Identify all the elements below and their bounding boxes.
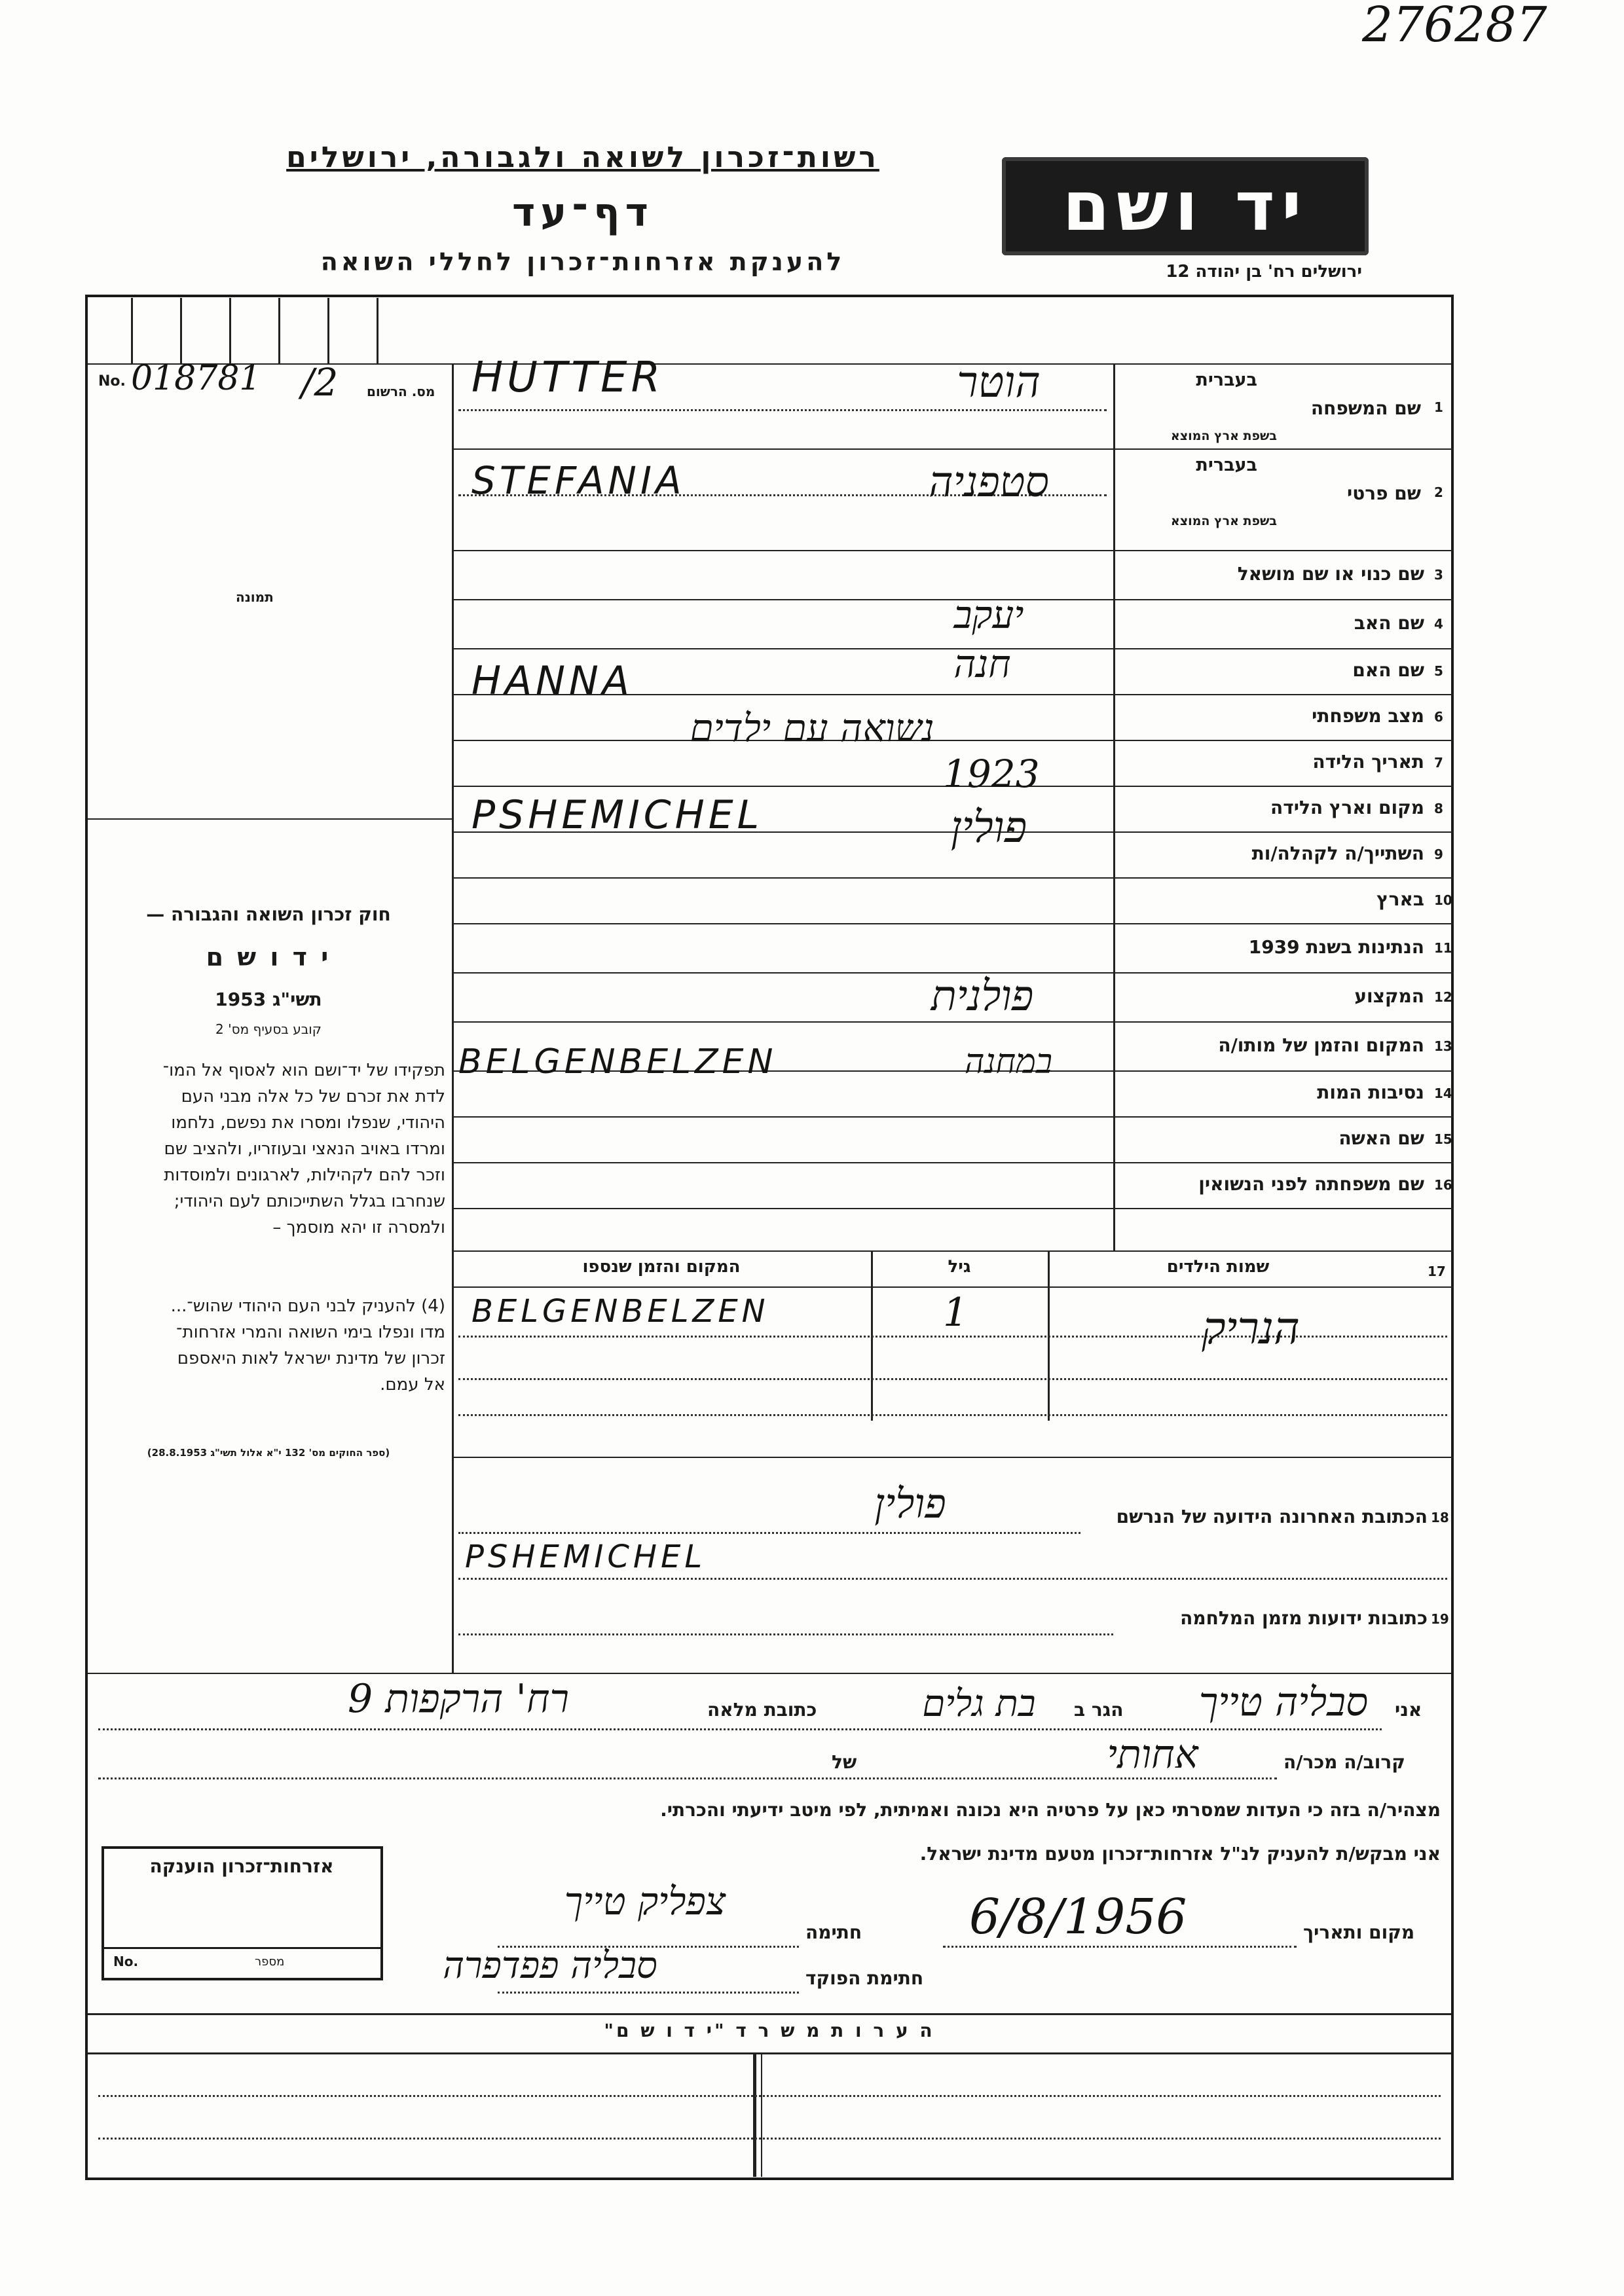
law-line: מדו ונפלו בימי השואה והמרי אזרחות־ (176, 1322, 445, 1342)
last-address-label: הכתובת האחרונה הידועה של הנרשם (1116, 1506, 1428, 1527)
citizenship-no-label: No. (113, 1954, 139, 1969)
children-col-age: גיל (948, 1257, 971, 1277)
declaration-ani: אני (1395, 1699, 1422, 1721)
field-number-19: 19 (1431, 1611, 1449, 1627)
citizenship-mispar-label: מספר (255, 1955, 285, 1969)
field-number-7: 7 (1434, 755, 1443, 771)
place-date-label: מקום ותאריך (1303, 1922, 1415, 1943)
law-clause: קובע בסעיף מס' 2 (215, 1021, 322, 1037)
field-number-17: 17 (1428, 1264, 1446, 1279)
field-2-latin-value: STEFANIA (471, 458, 686, 503)
declarant-full-address: רח' הרקפות 9 (348, 1676, 569, 1722)
law-paragraph-2 (92, 1293, 445, 1398)
law-line: אל עמם. (380, 1375, 445, 1394)
law-line: לדת את זכרם של כל אלה מבני העם (181, 1087, 445, 1106)
lives-in-label: הגר ב (1074, 1699, 1124, 1721)
citizenship-box-title: אזרחות־זכרון הוענקה (149, 1855, 334, 1877)
field-number-3: 3 (1434, 566, 1443, 583)
field-number-10: 10 (1434, 892, 1452, 908)
law-line: שנחרבו בגלל השתייכותם לעם היהודי; (174, 1192, 445, 1211)
field-11-hebrew-value: פולנית (931, 972, 1034, 1021)
law-line: (4) להעניק לבני העם היהודי שהוש־... (170, 1296, 445, 1316)
declarant-signature: צפליק טייך (564, 1879, 726, 1923)
field-11-label: הנתינות בשנת 1939 (1248, 936, 1424, 958)
field-13-latin-value: BELGENBELZEN (458, 1042, 777, 1082)
field-2-label: שם פרטי (1346, 483, 1421, 504)
field-1-sublabel: בשפת ארץ המוצא (1170, 429, 1277, 443)
field-2-hebrew-label: בעברית (1196, 455, 1257, 475)
child-name: הנריק (1202, 1303, 1300, 1355)
field-13-label: המקום והזמן של מותו/ה (1218, 1034, 1424, 1056)
field-number-6: 6 (1434, 709, 1443, 725)
children-col-names: שמות הילדים (1166, 1257, 1270, 1277)
field-number-5: 5 (1434, 663, 1443, 679)
registration-suffix: /2 (301, 360, 339, 405)
field-2-sublabel: בשפת ארץ המוצא (1170, 514, 1277, 528)
field-6-hebrew-value: נשואה עם ילדים (690, 706, 934, 750)
field-number-16: 16 (1434, 1177, 1452, 1193)
field-number-13: 13 (1434, 1038, 1452, 1054)
law-line: תפקידו של יד־ושם הוא לאסוף אל המו־ (162, 1061, 445, 1080)
relative-label: קרוב/ה מכר/ה (1283, 1751, 1405, 1773)
officer-signature: סבליה פפדפרה (443, 1944, 657, 1987)
child-age: 1 (943, 1290, 969, 1336)
of-label: של (832, 1751, 857, 1773)
field-7-label: תאריך הלידה (1312, 751, 1424, 773)
field-number-11: 11 (1434, 939, 1452, 956)
law-line: וזכר להם לקהילות, לארגונים ולמוסדות (164, 1165, 445, 1185)
field-5-hebrew-value: חנה (953, 642, 1011, 686)
declarant-name: סבליה טייך (1198, 1679, 1369, 1725)
field-number-4: 4 (1434, 615, 1443, 632)
field-number-14: 14 (1434, 1085, 1452, 1101)
field-number-15: 15 (1434, 1131, 1452, 1147)
field-8-latin-value: PSHEMICHEL (471, 792, 764, 838)
field-4-hebrew-value: יעקב (953, 592, 1024, 637)
signature-label: חתימה (805, 1922, 862, 1943)
archive-number: 276287 (1362, 0, 1547, 53)
field-15-label: שם האשה (1338, 1127, 1424, 1149)
children-col-place: המקום והזמן שנספו (582, 1257, 741, 1277)
office-notes-title: ה ע ר ו ת מ ש ר ד "י ד ו ש ם" (604, 2020, 935, 2041)
registration-label: מס. הרשום (367, 384, 435, 399)
field-number-8: 8 (1434, 801, 1443, 816)
child-place: BELGENBELZEN (471, 1293, 769, 1330)
full-address-label: כתובת מלאה (707, 1699, 817, 1721)
law-line: ולמסרה זו יהא מוסמך – (272, 1218, 445, 1237)
field-12-label: המקצוע (1354, 985, 1424, 1007)
field-2-hebrew-value: סטפניה (929, 458, 1049, 507)
law-name: י ד ו ש ם (206, 943, 331, 972)
form-subtitle: להענקת אזרחות־זכרון לחללי השואה (320, 247, 845, 276)
last-address-hebrew: פולין (874, 1480, 946, 1527)
field-1-hebrew-value: הוטר (957, 357, 1041, 407)
relation-value: אחותי (1107, 1732, 1198, 1777)
field-number-1: 1 (1434, 399, 1443, 415)
left-column-divider (452, 363, 454, 1673)
field-number-18: 18 (1431, 1510, 1449, 1525)
field-7-value-value: 1923 (943, 752, 1040, 796)
war-addresses-label: כתובות ידועות מזמן המלחמה (1180, 1607, 1428, 1629)
law-line: היהודי, שנפלו ומסרו את נפשם, נלחמו (171, 1113, 445, 1133)
field-1-label: שם המשפחה (1310, 397, 1421, 419)
law-title: חוק זכרון השואה והגבורה — (146, 903, 391, 925)
logo-address: ירושלים רח' בן יהודה 12 (1166, 262, 1362, 282)
field-1-latin-value: HUTTER (471, 354, 665, 402)
field-3-label: שם כנוי או שם מושאל (1237, 562, 1424, 585)
field-8-label: מקום וארץ הלידה (1270, 797, 1424, 818)
field-14-label: נסיבות המות (1317, 1082, 1424, 1103)
law-footnote: (ספר החוקים מס' 132 י"א אלול תשי"ג 28.8.1953) (147, 1447, 390, 1459)
field-5-label: שם האם (1352, 659, 1424, 681)
declarant-city: בת גלים (922, 1683, 1036, 1725)
declaration-date: 6/8/1956 (969, 1889, 1187, 1945)
field-number-12: 12 (1434, 989, 1452, 1005)
form-title: דף־עד (512, 190, 654, 236)
registration-number: 018781 (131, 359, 261, 398)
officer-signature-label: חתימת הפוקד (805, 1967, 924, 1989)
registration-no-label: No. (98, 373, 126, 390)
photo-label: תמונה (236, 589, 274, 605)
law-paragraph-1 (92, 1057, 445, 1241)
field-13-hebrew-value: במחנה (964, 1042, 1053, 1082)
authority-title: רשות־זכרון לשואה ולגבורה, ירושלים (286, 141, 879, 174)
field-number-2: 2 (1434, 484, 1443, 500)
field-6-label: מצב משפחתי (1312, 705, 1424, 727)
citizenship-box (101, 1846, 383, 1980)
field-1-hebrew-label: בעברית (1196, 370, 1257, 390)
declaration-statement: מצהיר/ה בזה כי העדות שמסרתי כאן על פרטיה היא נכונה ואמיתית, לפי מיטב ידיעתי והכרתי. (660, 1799, 1441, 1821)
yad-vashem-logo (1002, 157, 1369, 255)
law-line: זכרון של מדינת ישראל לאות היאספם (177, 1349, 445, 1368)
law-line: ומרדו באויב הנאצי ובעוזריו, ולהציב שם (164, 1139, 445, 1159)
field-8-hebrew-value: פולין (950, 802, 1027, 852)
field-16-label: שם משפחתה לפני הנשואין (1198, 1173, 1424, 1195)
field-10-label: בארץ (1376, 888, 1424, 910)
field-9-label: השתייך/ה לקהלה/ות (1251, 843, 1424, 864)
field-5-latin-value: HANNA (471, 658, 633, 704)
field-4-label: שם האב (1354, 611, 1424, 634)
declaration-request: אני מבקש/ת להעניק לנ"ל אזרחות־זכרון מטעם מדינת ישראל. (919, 1843, 1441, 1865)
law-year: תשי"ג 1953 (215, 989, 322, 1010)
last-address-latin: PSHEMICHEL (465, 1539, 707, 1575)
field-number-9: 9 (1434, 847, 1443, 862)
logo-text: יד ושם (1062, 166, 1308, 246)
